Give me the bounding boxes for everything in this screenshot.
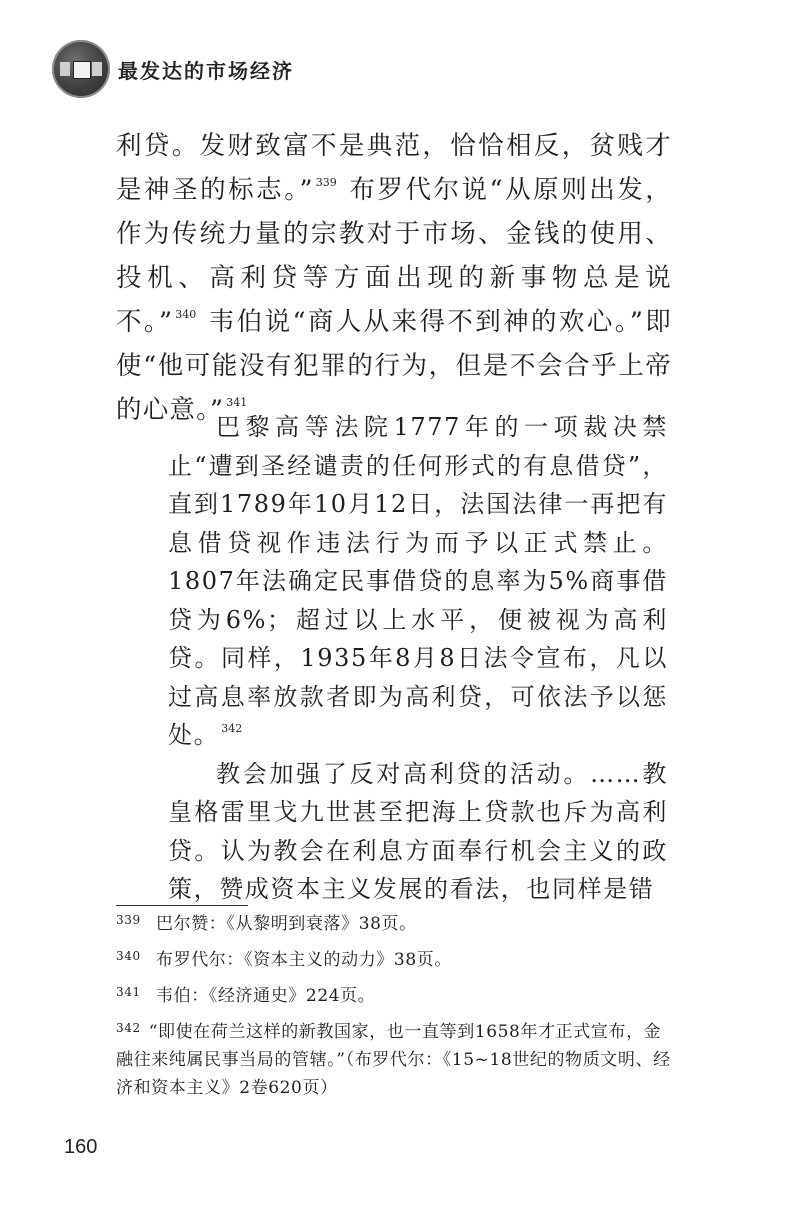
body-text-part-3: 韦伯说“商人从来得不到神的欢心。”即使“他可能没有犯罪的行为，但是不会合乎上帝的心意。”: [116, 307, 672, 425]
footnote-ref-340[interactable]: 340: [175, 308, 197, 321]
footnote-339: [116, 910, 672, 938]
footnote-text: 巴尔赞：《从黎明到衰落》38页。: [156, 914, 417, 934]
footnote-divider: [116, 905, 248, 906]
footnote-text: 布罗代尔：《资本主义的动力》38页。: [156, 950, 452, 970]
quote-paragraph-2: 教会加强了反对高利贷的活动。……教皇格雷里戈九世甚至把海上贷款也斥为高利贷。认为教会在利息方面奉行机会主义的政策，赞成资本主义发展的看法，也同样是错: [168, 759, 668, 903]
footnote-number: 342: [116, 1021, 141, 1035]
footnote-ref-341[interactable]: 341: [226, 396, 248, 409]
footnote-text: “即使在荷兰这样的新教国家，也一直等到1658年才正式宣布，金融往来纯属民事当局的管辖。”（布罗代尔：《15~18世纪的物质文明、经济和资本主义》2卷620页）: [116, 1022, 671, 1098]
footnote-341: [116, 982, 672, 1010]
footnote-342: [116, 1018, 672, 1102]
coin-icon: [52, 40, 110, 98]
footnote-ref-339[interactable]: 339: [315, 176, 337, 189]
footnotes: [116, 910, 672, 1110]
footnote-text: 韦伯：《经济通史》224页。: [156, 986, 376, 1006]
footnote-number: 339: [116, 913, 141, 927]
body-text-part-1: 利贷。发财致富不是典范，恰恰相反，贫贱才是神圣的标志。”: [116, 131, 672, 205]
running-header: [52, 38, 294, 100]
main-paragraph: [116, 124, 672, 432]
quote-text-1: 巴黎高等法院1777年的一项裁决禁止“遭到圣经谴责的任何形式的有息借贷”，直到1789年10月12日，法国法律一再把有息借贷视作违法行为而予以正式禁止。1807年法确定民事借贷的息率为5%商事借贷为6%；超过以上水平，便被视为高利贷。同样，1935年8月8日法令宣布，凡以过高息率放款者即为高利贷，可依法予以惩处。: [168, 413, 668, 749]
quote-paragraph-1: [168, 408, 668, 755]
footnote-ref-342[interactable]: 342: [221, 722, 243, 735]
body-text-part-2: 布罗代尔说“从原则出发，作为传统力量的宗教对于市场、金钱的使用、投机、高利贷等方面出现的新事物总是说不。”: [116, 175, 672, 337]
page-number: 160: [64, 1136, 98, 1158]
footnote-number: 340: [116, 949, 141, 963]
footnote-number: 341: [116, 985, 141, 999]
block-quote: [168, 408, 668, 909]
footnote-340: [116, 946, 672, 974]
running-header-title: 最发达的市场经济: [118, 58, 294, 83]
